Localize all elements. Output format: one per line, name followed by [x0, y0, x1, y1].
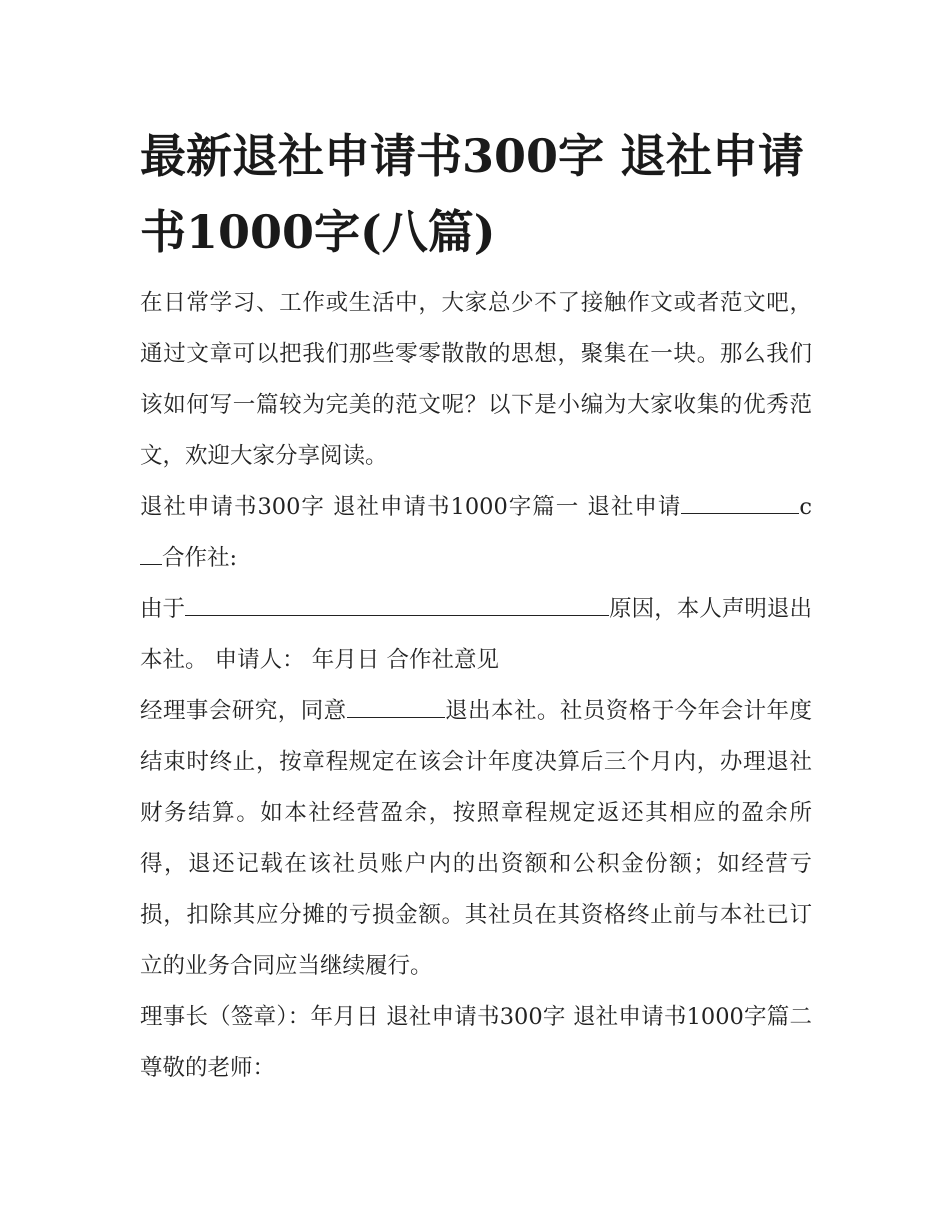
document-title: 最新退社申请书300字 退社申请书1000字(八篇): [140, 129, 805, 259]
intro-paragraph: 在日常学习、工作或生活中，大家总少不了接触作文或者范文吧，通过文章可以把我们那些零零散散的思想，聚集在一块。那么我们该如何写一篇较为完美的范文呢？以下是小编为大家收集的优秀范文，欢迎大家分享阅读。: [140, 290, 812, 469]
application-header-text: 退社申请书300字 退社申请书1000字篇一 退社申请: [140, 494, 682, 520]
fill-in-blank: [185, 593, 609, 617]
fill-in-blank: [681, 491, 777, 515]
application-header-mid: c: [799, 494, 812, 520]
fill-in-blank: [777, 491, 799, 515]
signature-paragraph: 理事长（签章）：年月日 退社申请书300字 退社申请书1000字篇二 尊敬的老师：: [140, 1004, 812, 1081]
application-header-paragraph: [140, 482, 812, 584]
council-opinion-prefix: 经理事会研究，同意: [140, 698, 347, 724]
council-opinion-paragraph: [140, 686, 812, 992]
reason-paragraph: [140, 584, 812, 686]
fill-in-blank: [140, 542, 162, 566]
council-opinion-text: 退出本社。社员资格于今年会计年度结束时终止，按章程规定在该会计年度决算后三个月内，办理退社财务结算。如本社经营盈余，按照章程规定返还其相应的盈余所得，退还记载在该社员账户内的出资额和公积金份额；如经营亏损，扣除其应分摊的亏损金额。其社员在其资格终止前与本社已订立的业务合同应当继续履行。: [140, 698, 812, 979]
document-body: [140, 118, 812, 1094]
reason-suffix: 原因，本人声明退出本社。 申请人： 年月日 合作社意见: [140, 596, 812, 673]
application-header-suffix: 合作社:: [162, 545, 238, 571]
reason-prefix: 由于: [140, 596, 186, 622]
fill-in-blank: [347, 695, 445, 719]
